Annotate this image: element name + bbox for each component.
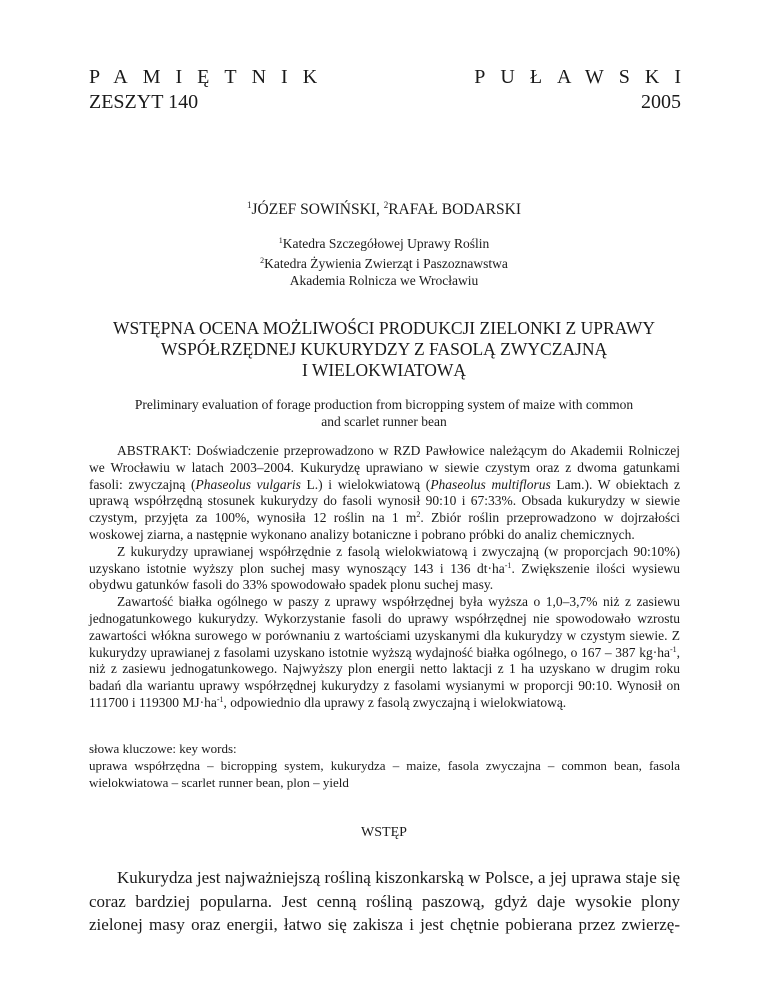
journal-title-row [89,66,696,88]
journal-title-right: PUŁAWSKI [474,66,696,88]
abstract-text: Zawartość białka ogólnego w paszy z uprawy współrzędnej była wyższa o 1,0–3,7% niż z zasiewu jednogatunkowego kukurydzy. Wykorzystanie fasoli do uprawy współrzędnej nie spowodowało wzrostu zawartości włókna surowego w porównaniu z wartościami uzyskanymi dla kukurydzy w czystym siewie. Z kukurydzy uprawianej z fasolami uzyskano istotnie wyższą wydajność białka ogólnego, o 167 – 387 kg·ha [89,594,680,660]
superscript: -1 [216,694,224,704]
body-paragraph: Kukurydza jest najważniejszą rośliną kiszonkarską w Polsce, a jej uprawa staje się coraz bardziej popularna. Jest cenną rośliną paszową, gdyż daje wysokie plony zielonej masy oraz energii, łatwo się zakisza i jest chętnie pobierana przez zwierzę- [89,868,680,934]
english-title-line-2: and scarlet runner bean [321,414,447,429]
abstract-text: , niż z zasiewu jednogatunkowego. Najwyższy plon energii netto laktacji z 1 ha uzyskano w drugim roku badań dla wariantu uprawy współrzędnej kukurydzy z fasolami wysianymi w proporcji 90:10. Wynosił on 111700 i 119300 MJ·ha [89,644,680,710]
issue-row [89,91,681,113]
abstract-text: Lam.). W obiektach z uprawą współrzędną stosunek kukurydzy do fasoli wynosił 90:10 i 67:33%. Obsada kukurydzy w siewie czystym, przyjęta za 100%, wynosiła 12 roślin na 1 m [89,476,680,526]
abstract-text: ABSTRAKT: Doświadczenie przeprowadzono w RZD Pawłowice należącym do Akademii Rolniczej we Wrocławiu w latach 2003–2004. Kukurydzę uprawiano w siewie czystym oraz z dwoma gatunkami fasoli: zwyczajną ( [89,443,680,492]
superscript: -1 [504,560,512,570]
affiliation-3: Akademia Rolnicza we Wrocławiu [289,273,479,288]
abstract-text: Z kukurydzy uprawianej współrzędnie z fasolą wielokwiatową i zwyczajną (w proporcjach 90:10%) uzyskano istotnie wyższy plon suchej masy wynoszący 143 i 136 dt·ha [89,543,680,576]
issue-number: ZESZYT 140 [89,91,199,113]
abstract-paragraph-2 [89,544,680,594]
affiliations [0,232,768,289]
superscript: -1 [669,644,677,654]
abstract-text: . Zwiększenie ilości wysiewu obydwu gatunków fasoli do 33% spowodowało spadek plonu suchej masy. [89,560,680,593]
keywords [89,741,680,791]
latin-name: Phaseolus vulgaris [195,476,301,492]
affiliation-2-text: Katedra Żywienia Zwierząt i Paszoznawstwa [264,256,508,271]
abstract-text: . Zbiór roślin przeprowadzono w dojrzałości woskowej ziarna, a następnie wykonano analizy botaniczne i pobrano próbki do analiz chemicznych. [89,510,680,542]
section-heading: WSTĘP [361,825,407,840]
affiliation-1-text: Katedra Szczegółowej Uprawy Roślin [282,236,490,251]
author2-name: RAFAŁ BODARSKI [388,201,521,218]
paper-title-line-3: I WIELOKWIATOWĄ [301,360,467,380]
abstract-paragraph-3 [89,594,680,712]
english-title-line-1: Preliminary evaluation of forage production from bicropping system of maize with common [134,397,634,412]
authors [0,196,768,219]
issue-year: 2005 [641,91,681,113]
affiliation-1 [0,232,768,252]
author1-affil-mark: 1 [247,200,252,210]
author2-affil-mark: 2 [383,200,389,210]
affiliation-2-mark: 2 [260,256,265,265]
superscript: 2 [416,510,421,520]
affiliation-1-mark: 1 [278,236,283,245]
body-text [89,866,680,960]
abstract-text: L.) i wielokwiatową ( [300,476,431,492]
author1-name: JÓZEF SOWIŃSKI, [251,201,380,218]
english-title [0,396,768,430]
abstract-text: , odpowiednio dla uprawy z fasolą zwyczajną i wielokwiatową. [223,694,567,710]
keywords-text: uprawa współrzędna – bicropping system, kukurydza – maize, fasola zwyczajna – common bean, fasola wielokwiatowa – scarlet runner bean, plon – yield [89,757,680,790]
journal-title-left: PAMIĘTNIK [89,66,333,88]
abstract [89,443,680,712]
paper-title-line-2: WSPÓŁRZĘDNEJ KUKURYDZY Z FASOLĄ ZWYCZAJNĄ [160,339,608,359]
paper-title-line-1: WSTĘPNA OCENA MOŻLIWOŚCI PRODUKCJI ZIELONKI Z UPRAWY [112,318,656,338]
keywords-label: słowa kluczowe: key words: [89,741,237,756]
affiliation-2 [0,252,768,272]
paper-title [0,318,768,381]
abstract-paragraph-1 [89,443,680,544]
latin-name: Phaseolus multiflorus [430,476,551,492]
